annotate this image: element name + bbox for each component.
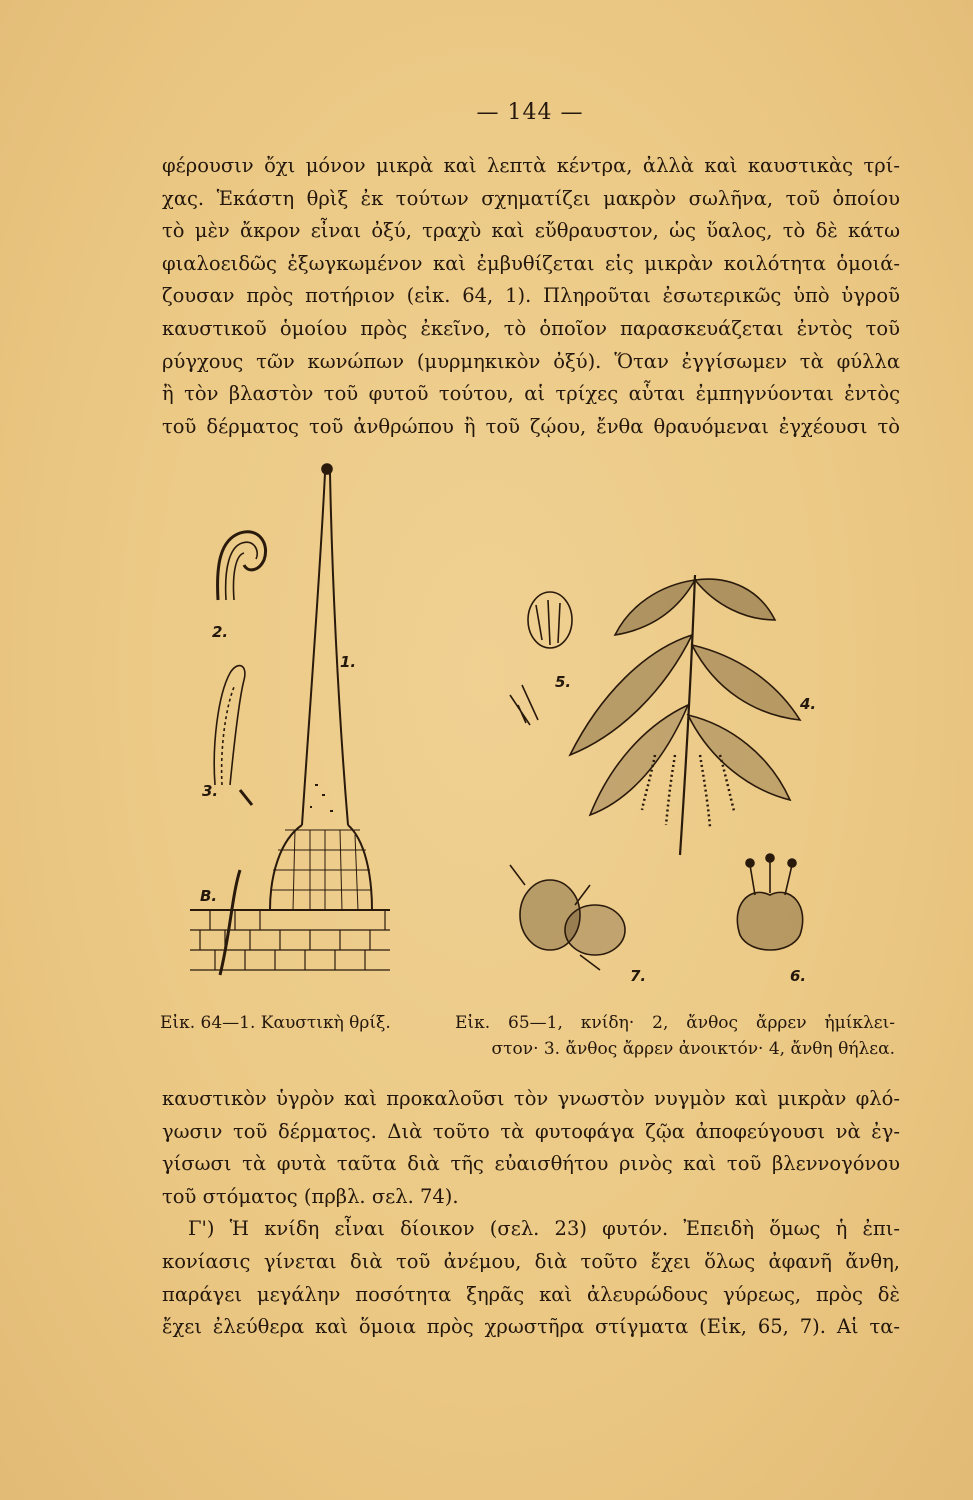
text-line: παράγει μεγάλην ποσότητα ξηρᾶς καὶ ἀλευρώδους γύρεως, πρὸς δὲ [162,1282,900,1306]
figure-label: 4. [800,695,817,713]
figure-area [160,455,900,1005]
text-line: τοῦ δέρματος τοῦ ἀνθρώπου ἢ τοῦ ζῴου, ἔνθα θραυόμεναι ἐγχέουσι τὸ [162,414,900,438]
text-line: γωσιν τοῦ δέρματος. Διὰ τοῦτο τὰ φυτοφάγα ζῷα ἀποφεύγουσι νὰ ἐγ- [162,1119,900,1143]
figure-label: 7. [630,967,647,985]
page-number: — 144 — [476,100,584,125]
figure-label: 1. [340,653,357,671]
figure-label: 2. [212,623,229,641]
stinging-hair-illustration [160,455,420,1000]
paragraph-bottom [162,1083,900,1344]
text-line: ζουσαν πρὸς ποτήριον (εἰκ. 64, 1). Πληροῦται ἐσωτερικῶς ὑπὸ ὑγροῦ [162,284,900,308]
caption-line: Εἰκ. 65—1, κνίδη· 2, ἄνθος ἄρρεν ἡμίκλει- [455,1013,895,1033]
text-line: τοῦ στόματος (πρβλ. σελ. 74). [162,1184,459,1208]
caption-line: στον· 3. ἄνθος ἄρρεν ἀνοικτόν· 4, ἄνθη θήλεα. [491,1039,895,1059]
text-line: τὸ μὲν ἄκρον εἶναι ὀξύ, τραχὺ καὶ εὔθραυστον, ὡς ὕαλος, τὸ δὲ κάτω [162,219,900,243]
nettle-plant-illustration [430,455,900,1000]
figure-label: B. [200,887,218,905]
text-line: ἢ τὸν βλαστὸν τοῦ φυτοῦ τούτου, αἱ τρίχες αὗται ἐμπηγνύονται ἐντὸς [162,382,900,406]
figure-label: 3. [202,782,219,800]
text-line: χας. Ἑκάστη θρὶξ ἐκ τούτων σχηματίζει μακρὸν σωλῆνα, τοῦ ὁποίου [162,186,900,210]
text-line: φιαλοειδῶς ἐξωγκωμένον καὶ ἐμβυθίζεται εἰς μικρὰν κοιλότητα ὁμοιά- [162,251,900,275]
figure-label: 5. [555,673,572,691]
text-line: κονίασις γίνεται διὰ τοῦ ἀνέμου, διὰ τοῦτο ἔχει ὅλως ἀφανῆ ἄνθη, [162,1249,900,1273]
text-line: φέρουσιν ὄχι μόνον μικρὰ καὶ λεπτὰ κέντρα, ἀλλὰ καὶ καυστικὰς τρί- [162,154,900,177]
text-line: γίσωσι τὰ φυτὰ ταῦτα διὰ τῆς εὐαισθήτου ρινὸς καὶ τοῦ βλεννογόνου [162,1152,900,1176]
text-line: καυστικοῦ ὁμοίου πρὸς ἐκεῖνο, τὸ ὁποῖον παρασκευάζεται ἐντὸς τοῦ [162,316,900,340]
figure-label: 6. [790,967,807,985]
figure-64-caption: Εἰκ. 64—1. Καυστικὴ θρίξ. [160,1013,391,1033]
text-line: καυστικὸν ὑγρὸν καὶ προκαλοῦσι τὸν γνωστὸν νυγμὸν καὶ μικρὰν φλό- [162,1087,900,1110]
text-line: ρύγχους τῶν κωνώπων (μυρμηκικὸν ὀξύ). Ὅταν ἐγγίσωμεν τὰ φύλλα [162,349,900,373]
text-line: ἔχει ἐλεύθερα καὶ ὅμοια πρὸς χρωστῆρα στίγματα (Εἰκ, 65, 7). Αἱ τα- [162,1315,900,1339]
figure-65-caption [455,1010,895,1062]
paragraph-top [162,150,900,443]
text-line: Γ') Ἡ κνίδη εἶναι δίοικον (σελ. 23) φυτόν. Ἐπειδὴ ὅμως ἡ ἐπι- [188,1217,900,1241]
